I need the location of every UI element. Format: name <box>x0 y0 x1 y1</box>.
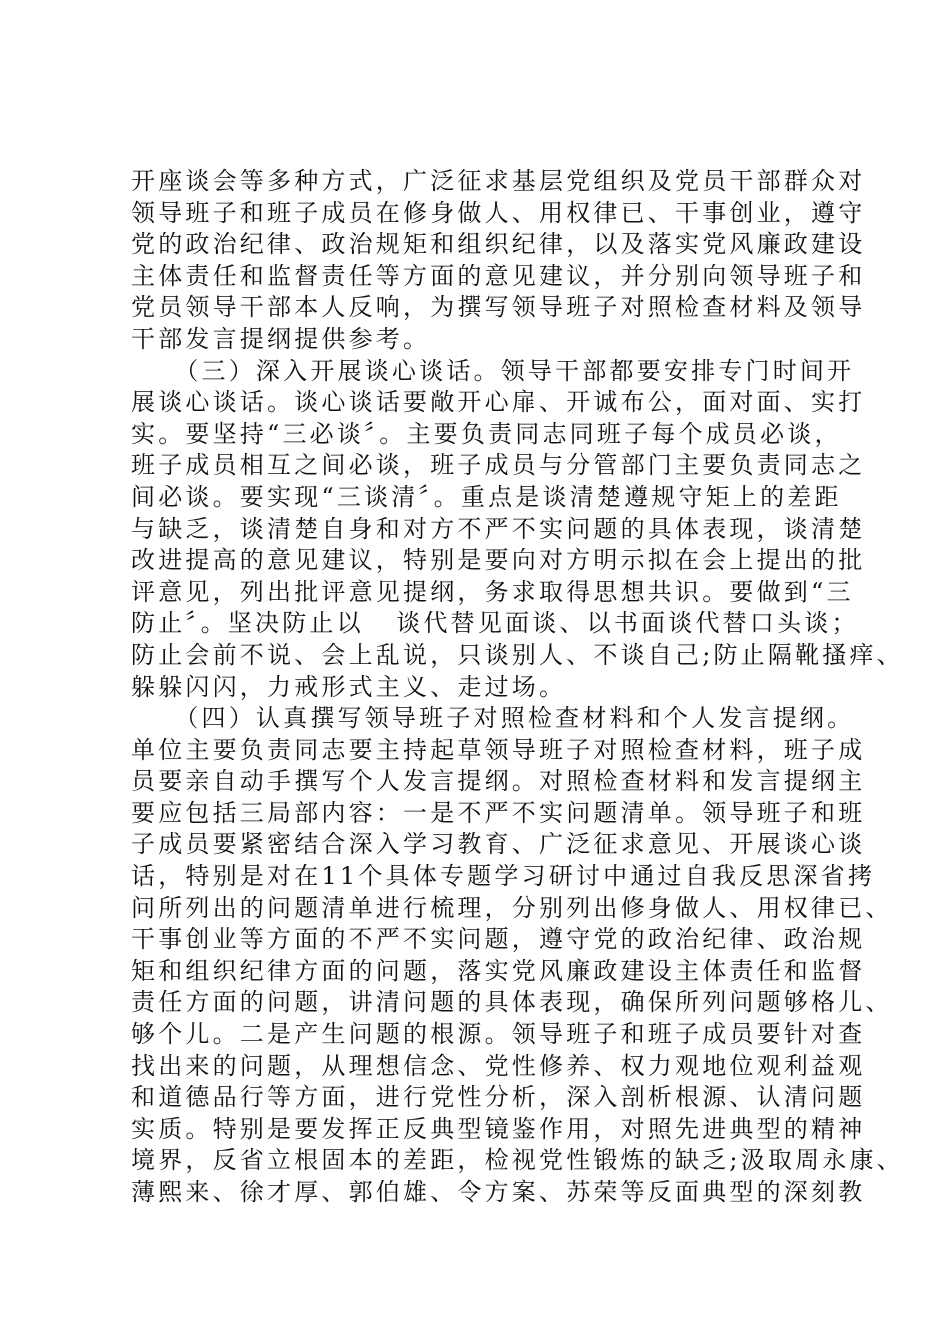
text-line: 干事创业等方面的不严不实问题，遵守党的政治纪律、政治规 <box>131 925 866 954</box>
text-line: 评意见，列出批评意见提纲，务求取得思想共识。要做到“三 <box>131 577 854 606</box>
text-line: 薄熙来、徐才厚、郭伯雄、令方案、苏荣等反面典型的深刻教 <box>131 1178 866 1206</box>
text-line: 防止会前不说、会上乱说，只谈别人、不谈自己;防止隔靴搔痒、 <box>131 640 904 669</box>
text-line: 党员领导干部本人反响，为撰写领导班子对照检查材料及领导 <box>131 293 866 322</box>
text-line: 党的政治纪律、政治规矩和组织纪律，以及落实党风廉政建设 <box>131 230 866 259</box>
text-line: 与缺乏，谈清楚自身和对方不严不实问题的具体表现，谈清楚 <box>131 514 866 543</box>
text-line: 子成员要紧密结合深入学习教育、广泛征求意见、开展谈心谈 <box>131 830 866 859</box>
text-line: 领导班子和班子成员在修身做人、用权律已、干事创业，遵守 <box>131 198 866 227</box>
body-text <box>131 166 904 1209</box>
text-line: 班子成员相互之间必谈，班子成员与分管部门主要负责同志之 <box>131 451 866 480</box>
text-line: 单位主要负责同志要主持起草领导班子对照检查材料，班子成 <box>131 735 866 764</box>
text-line: 和道德品行等方面，进行党性分析，深入剖析根源、认清问题 <box>131 1083 866 1112</box>
text-line: 话，特别是对在11个具体专题学习研讨中通过自我反思深省拷 <box>131 862 876 891</box>
text-line: 找出来的问题，从理想信念、党性修养、权力观地位观利益观 <box>131 1051 866 1080</box>
text-line: 主体责任和监督责任等方面的意见建议，并分别向领导班子和 <box>131 261 866 290</box>
text-line: 问所列出的问题清单进行梳理，分别列出修身做人、用权律已、 <box>131 893 893 922</box>
text-line: 员要亲自动手撰写个人发言提纲。对照检查材料和发言提纲主 <box>131 767 866 796</box>
text-line: 矩和组织纪律方面的问题，落实党风廉政建设主体责任和监督 <box>131 956 866 985</box>
text-line: 改进提高的意见建议，特别是要向对方明示拟在会上提出的批 <box>131 546 866 575</box>
text-line: 要应包括三局部内容：一是不严不实问题清单。领导班子和班 <box>131 798 866 827</box>
text-line: 开座谈会等多种方式，广泛征求基层党组织及党员干部群众对 <box>131 167 866 195</box>
text-line: （三）深入开展谈心谈话。领导干部都要安排专门时间开 <box>131 356 855 385</box>
text-line: 境界，反省立根固本的差距，检视党性锻炼的缺乏;汲取周永康、 <box>131 1146 904 1175</box>
text-line: 实质。特别是要发挥正反典型镜鉴作用，对照先进典型的精神 <box>131 1114 866 1143</box>
text-line: 间必谈。要实现“三谈清〞。重点是谈清楚遵规守矩上的差距 <box>131 482 842 511</box>
text-line: 够个儿。二是产生问题的根源。领导班子和班子成员要针对查 <box>131 1020 866 1049</box>
text-line: 责任方面的问题，讲清问题的具体表现，确保所列问题够格儿、 <box>131 988 893 1017</box>
text-line: 躲躲闪闪，力戒形式主义、走过场。 <box>131 672 567 701</box>
text-line: （四）认真撰写领导班子对照检查材料和个人发言提纲。 <box>131 704 855 733</box>
text-line: 干部发言提纲提供参考。 <box>131 324 431 353</box>
text-line: 实。要坚持“三必谈〞。主要负责同志同班子每个成员必谈， <box>131 419 842 448</box>
text-line: 展谈心谈话。谈心谈话要敞开心扉、开诚布公，面对面、实打 <box>131 388 866 417</box>
text-line: 防止〞。坚决防止以 谈代替见面谈、以书面谈代替口头谈； <box>131 609 859 638</box>
